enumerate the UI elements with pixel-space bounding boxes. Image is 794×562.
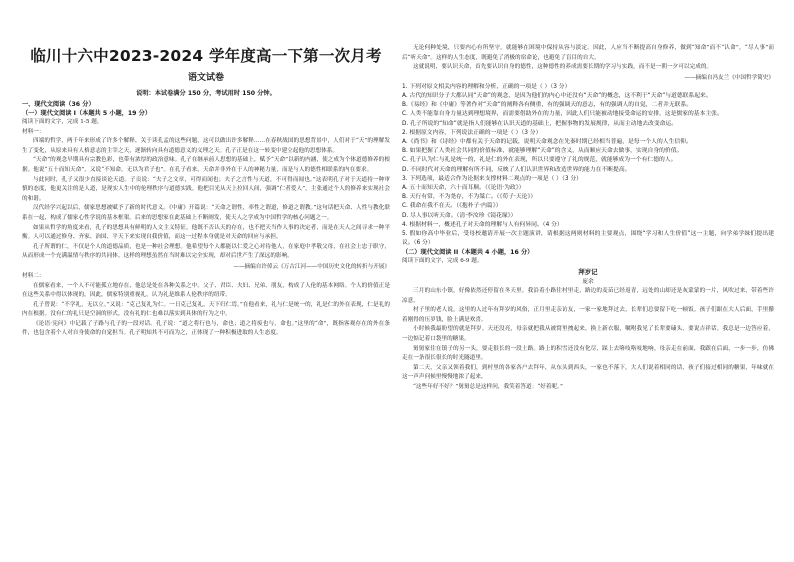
- question-stem: 3. 下列选项，最适合作为论据来支撑材料二观点的一项是（ ）（3 分）: [402, 175, 582, 182]
- question-stem: 4. 根据材料一，概述孔子对天命的理解与人有何异同。（4 分）: [402, 221, 563, 228]
- option: B.《易经》和《中庸》等著作对“天命”的阐释各有侧重，有的强调天的意志，有的强调人的自觉，二者并无联系。: [402, 102, 693, 109]
- left-column: [22, 100, 390, 339]
- question-stem: 1. 下列对原文相关内容的理解和分析，正确的一项是（ ）（3 分）: [402, 83, 571, 90]
- material-label: 材料一：: [22, 128, 45, 135]
- essay-title: 拜岁记: [578, 268, 598, 277]
- option: C. 我命在我不在天。（《抱朴子·内篇》）: [402, 203, 502, 210]
- paragraph: 无论何种处境，只要内心有所坚守，就能够在困境中保持从容与淡定。因此，人应当不断提高自身修养，做到“知命”而不“认命”，“尽人事”而后“听天命”。这样的人生态度，既避免了消极的宿命论，也避免了盲目的自大。: [402, 45, 774, 61]
- option: A.《尚书》和《诗经》中都有关于天命的记载，说明天命观念在先秦时期已经相当普遍，是每一个人的人生信仰。: [402, 139, 692, 145]
- subsection-heading: （二）现代文阅读 II（本题共 4 小题，16 分）: [402, 249, 534, 257]
- source-citation: ——摘编自许倬云《万古江河——中国历史文化的转折与开展》: [233, 263, 390, 270]
- paragraph: 如果从哲学的角度来看，孔子的思想具有鲜明的人文主义特征。他既不否认天的存在，也不把天当作人事的决定者，而是在天人之间寻求一种平衡。人可以通过修身、齐家、治国、平天下来实现自我价值，而这一过程本身就是对天命的回应与承担。: [22, 224, 390, 241]
- paragraph: 舅舅家住在镇子的另一头，要走很长的一段土路。路上的积雪还没有化尽，踩上去咯吱咯吱地响。母亲走在前面，我跟在后面，一步一步，仿佛走在一条很长很长的时光隧道里。: [402, 345, 774, 362]
- paragraph: 在儒家看来，一个人不可能孤立地存在，他总是处在各种关系之中。父子、君臣、夫妇、兄弟、朋友，构成了人伦的基本网络。个人的价值正是在这些关系中得以体现的。因此，儒家特别重视礼，认为礼是维系人伦秩序的纽带。: [22, 282, 390, 299]
- instruction: 阅读下面的文字，完成 1-5 题。: [22, 119, 103, 125]
- subsection-heading: （一）现代文阅读 I（本题共 5 小题，19 分）: [22, 110, 152, 117]
- option: C. 孔子认为仁与礼是统一的，礼是仁的外在表现，所以只要遵守了礼的规范，就能够成为一个有仁德的人。: [402, 157, 677, 164]
- paragraph: “这些年好不好？”舅舅总是这样问，我笑着答道：“好着呢。”: [413, 383, 563, 390]
- instruction: 阅读下面的文字，完成 6-9 题。: [402, 258, 483, 265]
- material-label: 材料二：: [22, 272, 45, 279]
- option: D. 尽人事以听天命。（清·李汝珍《镜花缘》）: [402, 212, 517, 219]
- paragraph: 这就说明，要认识天命，首先要认识自身的德性，这种德性的养成需要长期的学习与实践，而不是一朝一夕可以完成的。: [413, 64, 713, 71]
- source-citation: ——摘编自冯友兰《中国哲学简史》: [684, 74, 774, 81]
- exam-subtitle: 语文试卷: [187, 73, 224, 83]
- paragraph: 三月的山东小镇，好像依然还停留在冬天里。我沿着小路往村里走，路边的麦苗已经返青，远处的山却还是灰蒙蒙的一片，风吹过来，带着些许凉意。: [402, 288, 774, 304]
- paragraph: 四端的哲学，两千年来形成了许多个解释，关于读孔孟的这些问题，这可以做出许多解释……在春秋战国的思想背景中，人们对于“天”的理解发生了变化，从原来具有人格意志的主宰之天，逐渐转向具有道德意义的义理之天。孔子正是在这一转变中建立起他的思想体系。: [22, 138, 390, 154]
- exam-note: 说明：本试卷满分 150 分，考试用时 150 分钟。: [136, 90, 276, 97]
- question-stem: 2. 根据原文内容，下列说法正确的一项是（ ）（3 分）: [402, 129, 542, 136]
- exam-title: 临川十六中2023-2024 学年度高一下第一次月考: [30, 47, 382, 65]
- paragraph: 第二天，父亲又领着我们，到村里的各家各户去拜年，从东头到西头，一家也不落下，大人们说着相同的话，孩子们接过相同的糖果，年味就在这一声声问候里慢慢地浓了起来。: [402, 364, 774, 381]
- question-stem: 5. 假如你高中毕业后，受母校邀请开展一次主题演讲，请根据这两则材料的主要观点，围绕“学习和人生价值”这一主题，向学弟学妹们提出建议。（6 分）: [402, 231, 774, 247]
- option: A. 古代的知识分子大都认同“天命”的观念，是因为他们的内心中还没有“天命”的概念，这不利于“天命”与道德联系起来。: [402, 92, 712, 99]
- paragraph: “天命”的观念早期具有宗教色彩，也带有浓厚的政治意味。孔子在继承前人思想的基础上，赋予“天命”以新的内涵，使之成为个体道德修养的根据。他说“五十而知天命”，又说“不知命，无以为君子也”。在孔子看来，天命并非外在于人的神秘力量，而是与人的德性相联系的内在要求。: [22, 157, 390, 173]
- option: A. 五十而知天命，六十而耳顺。（《论语·为政》）: [402, 185, 525, 192]
- right-column: [402, 44, 774, 393]
- option: D. 孔子所说的“知命”就是指人们能够在认识天道的基础上，把握事物的发展规律，从而主动地去改变命运。: [402, 120, 678, 127]
- paragraph: 与此同时，孔子又很少直接谈论天道。子贡说：“夫子之文章，可得而闻也；夫子之言性与天道，不可得而闻也。”这表明孔子对于天道持一种审慎的态度，他更关注的是人道，是现实人生中的伦理秩序与道德实践。他把目光从天上拉回人间，强调“仁者爱人”，主张通过个人的修养来实现社会的和谐。: [22, 176, 390, 202]
- paragraph: 孔子曾说：“不学礼，无以立。”又说：“克己复礼为仁。一日克己复礼，天下归仁焉。”在他看来，礼与仁是统一的，礼是仁的外在表现，仁是礼的内在根据。没有仁的礼只是空洞的形式，没有礼的仁也难以落实到具体的行为之中。: [22, 301, 390, 318]
- paragraph: 汉代经学兴起以后，儒家思想被赋予了新的时代意义。《中庸》开篇说：“天命之谓性，率性之谓道，修道之谓教。”这句话把天命、人性与教化联系在一起，构成了儒家心性学说的基本框架。后来的思想家在此基础上不断阐发，使天人之学成为中国哲学的核心问题之一。: [22, 205, 390, 221]
- essay-author: 庞余: [582, 279, 594, 286]
- option: D. 不同时代对天命的理解有所不同，反映了人们认识世界和改造世界的能力在不断提高。: [402, 166, 631, 173]
- option: B. 如果把握了人类社会共同的价值标准，就能够理解“天命”的含义，从而顺应天命去做事，实现自身的价值。: [402, 148, 683, 155]
- option: B. 天行有常，不为尧存，不为桀亡。（《荀子·天论》）: [402, 194, 537, 201]
- section-heading: 一、现代文阅读（36 分）: [22, 101, 95, 108]
- paragraph: 村子里的老人说，这里的人过年有拜岁的风俗，正月里走亲访友，一家一家地拜过去，长辈们总要留下吃一顿饭。孩子们跟在大人后面，手里攥着刚得的压岁钱，脸上满是欢喜。: [402, 307, 774, 323]
- option: C. 人类不能靠自身力量达到理想境界，而需要借助外在的力量，因此人们只能被动地接受命运的安排，这是儒家的基本主张。: [402, 111, 723, 118]
- paragraph: 孔子所谓的仁，不仅是个人的道德品质，也是一种社会理想。他希望每个人都能以仁爱之心对待他人，在家庭中孝敬父母，在社会上忠于职守，从而形成一个充满温情与秩序的共同体。这样的理想虽然在当时难以完全实现，却对后世产生了深远的影响。: [22, 243, 390, 260]
- paragraph: 《论语·宪问》中记载了子路与孔子的一段对话。孔子说：“道之将行也与，命也；道之将废也与，命也。”这里的“命”，既指客观存在的外在条件，也包含着个人对自身使命的自觉担当。孔子明知其不可而为之，正体现了一种积极进取的人生态度。: [22, 320, 390, 337]
- paragraph: 小时候我最盼望的就是拜岁。天还没亮，母亲就把我从被窝里拽起来，换上新衣服，嘱咐我见了长辈要磕头，要说吉祥话。我总是一边答应着，一边惦记着口袋里的糖果。: [402, 326, 774, 342]
